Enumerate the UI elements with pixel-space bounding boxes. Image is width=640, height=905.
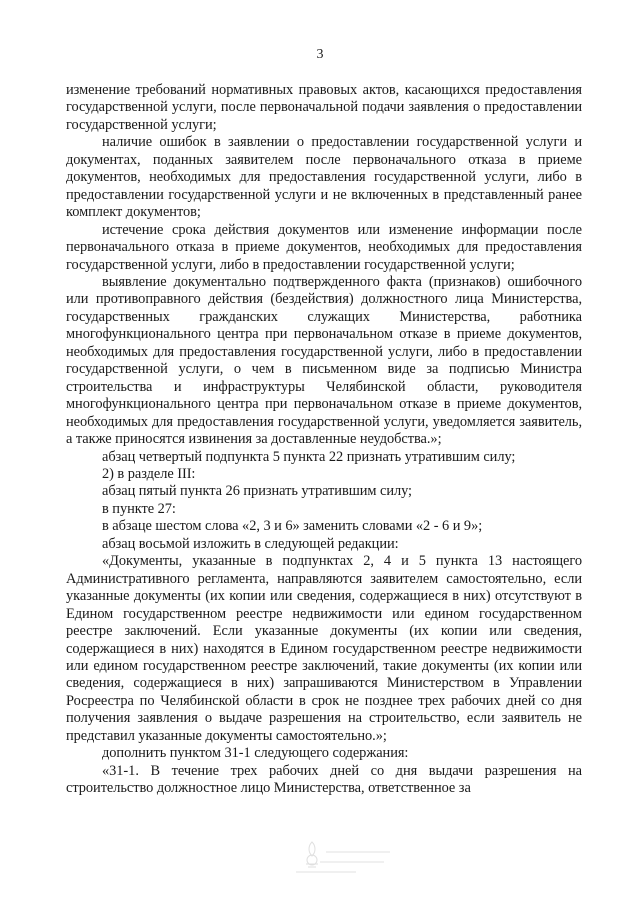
paragraph: абзац четвертый подпункта 5 пункта 22 признать утратившим силу; [102,448,516,465]
paragraph: «31-1. В течение трех рабочих дней со дня выдачи разрешения на строительство должностное лицо Министерства, ответственное за [66,762,582,797]
paragraph: истечение срока действия документов или изменение информации после первоначального отказа в приеме документов, необходимых для предоставления государственной услуги, либо в предоставлении государственной услуги; [66,221,582,273]
stamp-emblem-icon [306,842,318,867]
page-number: 3 [316,47,324,62]
faint-stamp-mark [286,838,396,878]
paragraph: абзац пятый пункта 26 признать утратившим силу; [102,483,413,500]
paragraph: наличие ошибок в заявлении о предоставлении государственной услуги и документах, поданных заявителем после первоначального отказа в приеме документов, необходимых для предоставления государственной услуги, либо в предоставлении государственной услуги и не включенных в представленный ранее комплект документов; [66,134,582,221]
document-body [66,82,582,798]
paragraph: абзац восьмой изложить в следующей редакции: [102,535,399,552]
paragraph: выявление документально подтвержденного факта (признаков) ошибочного или противоправного действия (бездействия) должностного лица Министерства, государственных гражданских служащих Министерства, работника многофункционального центра при первоначальном отказе в приеме документов, необходимых для предоставления государственной услуги, либо в предоставлении государственной услуги, о чем в письменном виде за подписью Министра строительства и инфраструктуры Челябинской области, руководителя многофункционального центра при первоначальном отказе в приеме документов, необходимых для предоставления государственной услуги, уведомляется заявитель, а также приносятся извинения за доставленные неудобства.»; [66,273,582,448]
paragraph: изменение требований нормативных правовых актов, касающихся предоставления государственной услуги, после первоначальной подачи заявления о предоставлении государственной услуги; [66,82,582,133]
paragraph: в пункте 27: [102,500,176,517]
paragraph: «Документы, указанные в подпунктах 2, 4 и 5 пункта 13 настоящего Административного регламента, направляются заявителем самостоятельно, если указанные документы (их копии или сведения, содержащиеся в них) отсутствуют в Едином государственном реестре недвижимости или едином государственном реестре заключений. Если указанные документы (их копии или сведения, содержащиеся в них) находятся в Едином государственном реестре недвижимости или едином государственном реестре заключений, такие документы (их копии или сведения, содержащиеся в них) запрашиваются Министерством в Управлении Росреестра по Челябинской области в срок не позднее трех рабочих дней со дня получения заявления о выдаче разрешения на строительство, если заявитель не представил указанные документы самостоятельно.»; [66,553,582,744]
paragraph: 2) в разделе III: [102,465,196,482]
paragraph: дополнить пунктом 31-1 следующего содержания: [102,745,409,762]
paragraph: в абзаце шестом слова «2, 3 и 6» заменить словами «2 - 6 и 9»; [102,518,483,535]
